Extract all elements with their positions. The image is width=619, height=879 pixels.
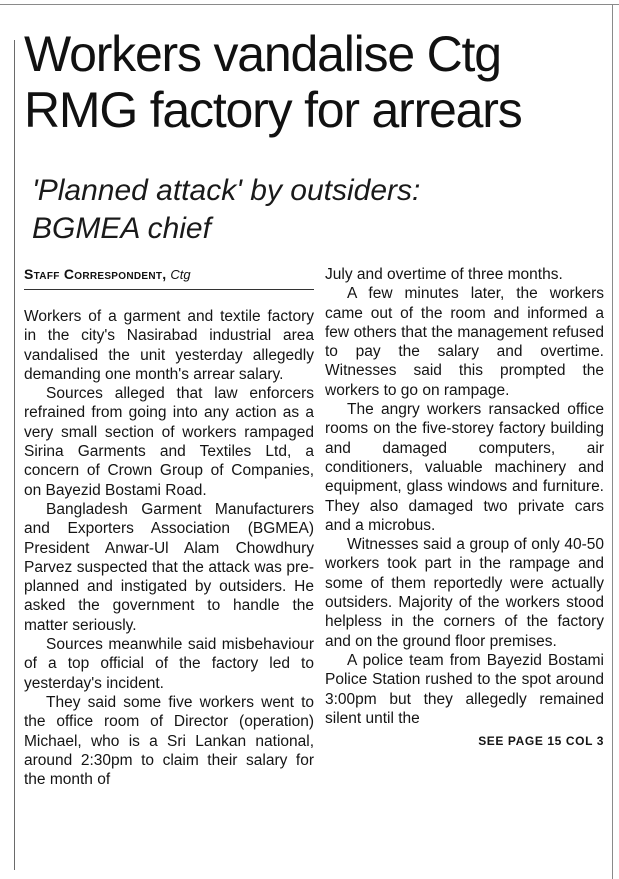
article-paragraph: A few minutes later, the workers came out of the room and informed a few others that the management refused to pay the salary and overtime. Witnesses said this prompted the workers to go on rampage. [325, 285, 604, 399]
article-paragraph: They said some five workers went to the office room of Director (operation) Michael, who is a Sri Lankan national, around 2:30pm to claim their salary for the month of [24, 693, 314, 789]
article-column-2 [325, 265, 604, 750]
article-paragraph: July and overtime of three months. [325, 266, 563, 283]
article-column-1 [24, 307, 314, 789]
headline-line-2: RMG factory for arrears [24, 82, 522, 138]
headline-line-1: Workers vandalise Ctg [24, 26, 501, 82]
page-right-rule [612, 4, 613, 879]
article-paragraph: Bangladesh Garment Manufacturers and Exporters Association (BGMEA) President Anwar-Ul Alam Chowdhury Parvez suspected that the attack was preplanned and instigated by outsiders. He asked the government to handle the matter seriously. [24, 500, 314, 634]
subheadline [32, 172, 602, 248]
article-paragraph: Workers of a garment and textile factory in the city's Nasirabad industrial area vandalised the unit yesterday allegedly demanding one month's arrear salary. [24, 308, 314, 383]
subheadline-line-2: BGMEA chief [32, 212, 211, 245]
subheadline-line-1: 'Planned attack' by outsiders: [32, 174, 421, 207]
page-top-rule [0, 4, 619, 5]
article-paragraph: Sources meanwhile said misbehaviour of a top official of the factory led to yesterday's incident. [24, 636, 314, 692]
byline-location: Ctg [170, 267, 191, 282]
article-paragraph: A police team from Bayezid Bostami Police Station rushed to the spot around 3:00pm but they allegedly remained silent until the [325, 651, 604, 727]
left-column-rule [14, 40, 15, 870]
byline-divider [24, 289, 314, 290]
byline-author: Staff Correspondent, [24, 266, 167, 282]
article-paragraph: Sources alleged that law enforcers refrained from going into any action as a very small section of workers rampaged Sirina Garments and Textiles Ltd, a concern of Crown Group of Companies, on Bayezid Bostami Road. [24, 385, 314, 499]
article-paragraph: The angry workers ransacked office rooms on the five-storey factory building and damaged computers, air conditioners, valuable machinery and equipment, glass windows and furniture. They also damaged two private cars and a microbus. [325, 401, 604, 534]
article-paragraph: Witnesses said a group of only 40-50 workers took part in the rampage and some of them reportedly were actually outsiders. Majority of the workers stood helpless in the corners of the factory and on the ground floor premises. [325, 536, 604, 650]
headline [24, 26, 604, 138]
continuation-jump-line: SEE PAGE 15 COL 3 [478, 734, 604, 749]
byline [24, 265, 314, 284]
